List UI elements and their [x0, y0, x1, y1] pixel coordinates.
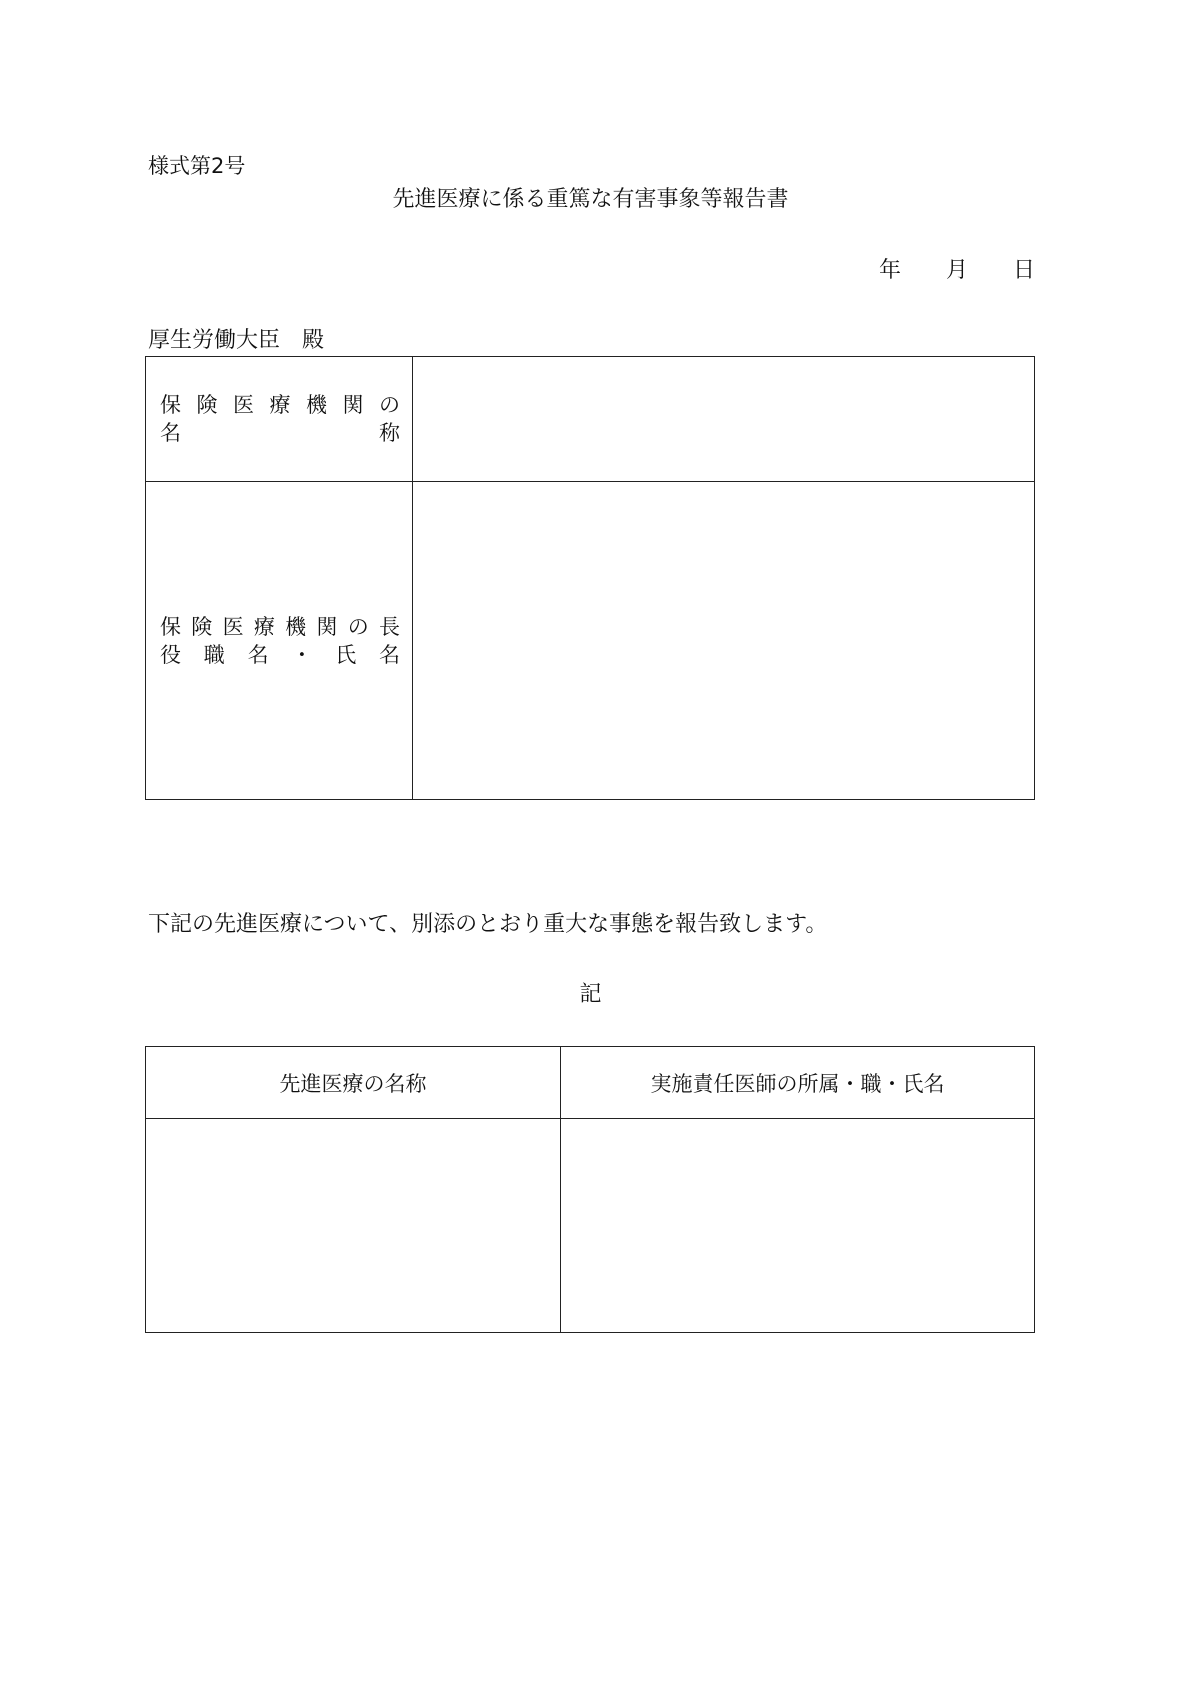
treatment-table — [145, 1046, 1035, 1333]
label-char: の — [347, 615, 369, 639]
table-divider-vertical — [412, 357, 413, 799]
table-divider-horizontal — [146, 1118, 1034, 1119]
institution-table — [145, 356, 1035, 800]
date-year-label: 年 — [879, 258, 902, 283]
director-name-field[interactable] — [422, 491, 1022, 791]
director-name-label — [160, 613, 400, 669]
institution-name-label — [160, 391, 400, 447]
label-char: 関 — [316, 615, 338, 639]
label-char: の — [379, 393, 400, 417]
addressee: 厚生労働大臣 殿 — [148, 328, 325, 353]
label-line — [160, 419, 400, 447]
label-char: 険 — [191, 615, 213, 639]
label-char: 機 — [285, 615, 307, 639]
responsible-physician-header: 実施責任医師の所属・職・氏名 — [650, 1071, 945, 1096]
label-char: 医 — [222, 615, 244, 639]
label-char: 氏 — [335, 643, 357, 667]
date-day-label: 日 — [1013, 258, 1036, 283]
label-line — [160, 613, 400, 641]
label-char: 医 — [233, 393, 254, 417]
institution-name-field[interactable] — [422, 367, 1022, 467]
treatment-name-header: 先進医療の名称 — [279, 1071, 427, 1096]
label-line — [160, 641, 400, 669]
label-char: 険 — [196, 393, 218, 417]
label-char: 職 — [203, 643, 225, 667]
label-char: 役 — [160, 643, 181, 667]
form-number: 様式第2号 — [148, 154, 246, 178]
label-char: 称 — [379, 421, 400, 445]
label-line — [160, 391, 400, 419]
report-statement: 下記の先進医療について、別添のとおり重大な事態を報告致します。 — [148, 912, 828, 937]
date-month-label: 月 — [946, 258, 969, 283]
label-char: 長 — [378, 615, 400, 639]
label-char: 名 — [160, 421, 181, 445]
label-char: 療 — [269, 393, 291, 417]
label-char: 療 — [253, 615, 275, 639]
document-title: 先進医療に係る重篤な有害事象等報告書 — [392, 187, 789, 212]
label-char: 名 — [247, 643, 269, 667]
ki-mark: 記 — [579, 982, 602, 1007]
treatment-name-field[interactable] — [154, 1127, 550, 1323]
responsible-physician-field[interactable] — [570, 1127, 1026, 1323]
table-divider-horizontal — [146, 481, 1034, 482]
label-char: ・ — [291, 643, 313, 667]
label-char: 保 — [160, 393, 181, 417]
label-char: 機 — [306, 393, 327, 417]
label-char: 名 — [378, 643, 400, 667]
label-char: 関 — [342, 393, 364, 417]
label-char: 保 — [160, 615, 181, 639]
